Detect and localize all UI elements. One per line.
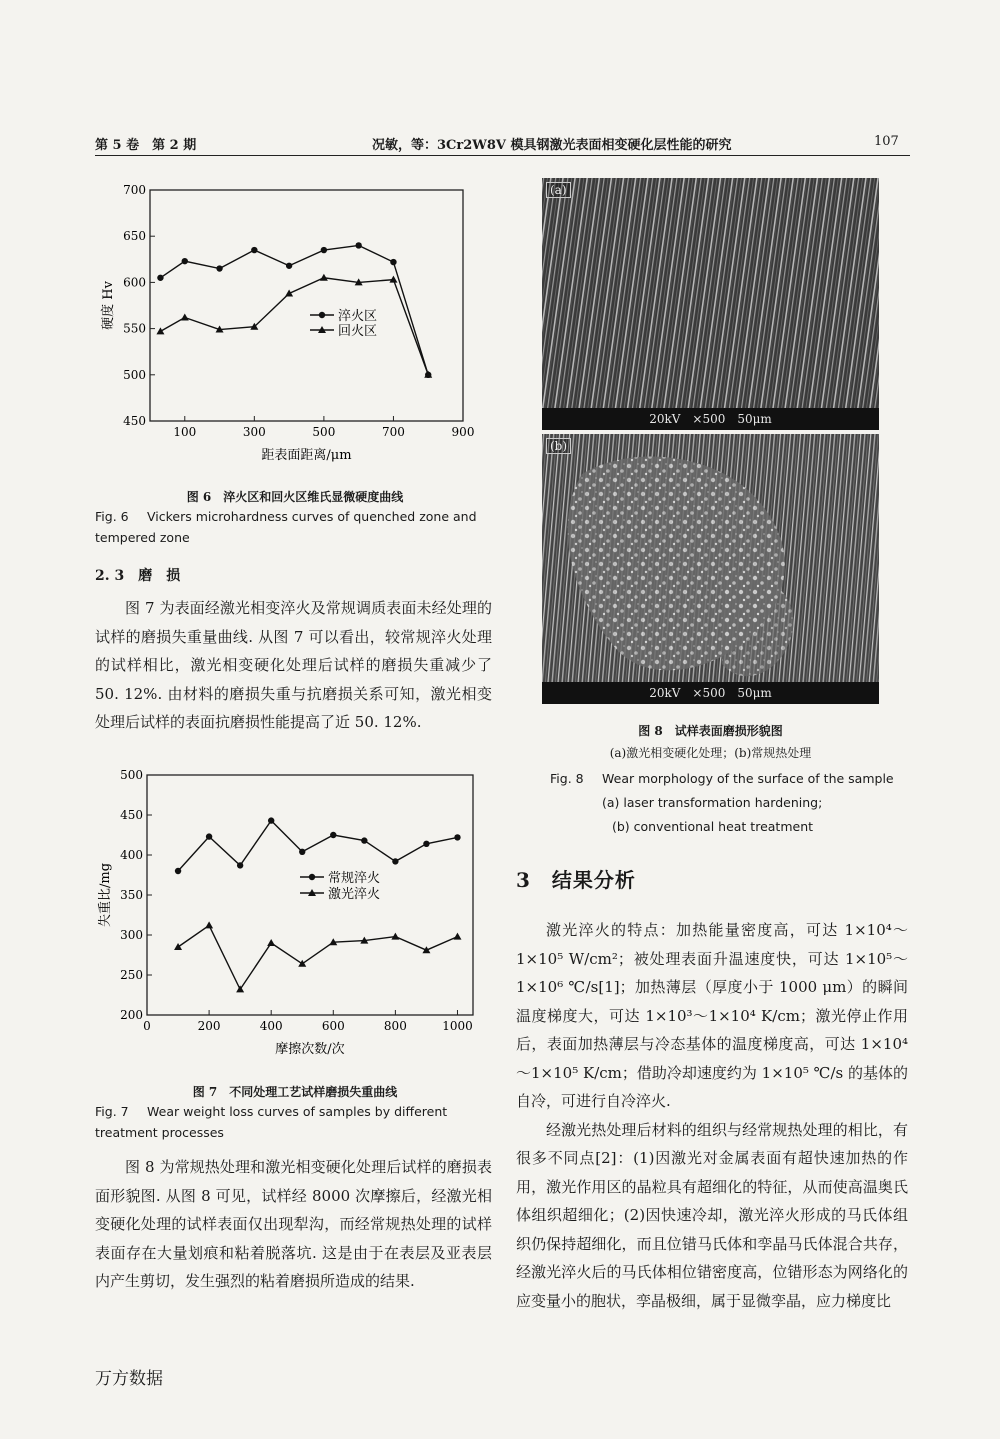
fig8-caption-en-a: (a) laser transformation hardening; [602,795,823,810]
y-tick-label: 650 [123,229,146,244]
data-point [216,265,222,271]
legend-label: 回火区 [338,324,378,339]
y-tick-label: 600 [123,275,146,290]
y-tick-label: 450 [120,808,143,822]
fig6-caption-cn: 图 6 淬火区和回火区维氏显微硬度曲线 [186,490,404,504]
page-number: 107 [874,134,899,149]
section-2-3-heading: 2. 3 磨 损 [95,568,181,584]
data-point [182,258,188,264]
x-tick-label: 100 [173,425,197,439]
series-line-1 [178,925,457,989]
fig8-caption-cn: 图 8 试样表面磨损形貌图 [638,724,783,738]
fig7-chart [95,765,495,1070]
x-tick-label: 800 [383,1019,407,1033]
fig8-panel-a [542,178,879,430]
x-tick-label: 0 [143,1019,151,1033]
y-tick-label: 450 [123,414,146,428]
fig6-label: Fig. 6 [95,509,129,524]
y-axis-label: 失重比/mg [98,862,113,928]
section-2-3-para1 [95,594,492,737]
data-point [267,939,275,946]
data-point [205,921,213,928]
data-point [175,868,181,874]
x-axis-label: 摩擦次数/次 [275,1042,345,1057]
fig8-label: Fig. 8 [550,771,584,786]
micrograph-b-texture [542,434,879,704]
fig8-panel-b-label: (b) [546,438,571,454]
fig8-caption-en-b: (b) conventional heat treatment [612,819,814,834]
fig8-caption-cn-sub: (a)激光相变硬化处理；(b)常规热处理 [609,746,812,760]
series-line-1 [160,278,428,375]
y-tick-label: 250 [120,968,143,982]
data-point [361,837,367,843]
fig8-panel-b [542,434,879,704]
data-point [286,263,292,269]
running-header-title: 况敏，等：3Cr2W8V 模具钢激光表面相变硬化层性能的研究 [372,138,732,153]
legend-label: 常规淬火 [328,871,381,886]
data-point [423,841,429,847]
x-tick-label: 600 [321,1019,345,1033]
x-tick-label: 500 [312,425,336,439]
fig6-caption-en-text: Vickers microhardness curves of quenched zone and tempered zone [95,509,477,545]
para-text: 图 8 为常规热处理和激光相变硬化处理后试样的磨损表面形貌图. 从图 8 可见，试样经 8000 次摩擦后，经激光相变硬化处理的试样表面仅出现犁沟，而经常规热处理的试样表面存在大量划痕和粘着脱落坑. 这是由于在表层及亚表层内产生剪切，发生强烈的粘着磨损所造成的结果. [95,1158,492,1290]
header-rule [95,155,910,156]
data-point [174,943,182,950]
para-text: 图 7 为表面经激光相变淬火及常规调质表面未经处理的试样的磨损失重量曲线. 从图 7 可以看出，较常规淬火处理的试样相比，激光相变硬化处理后试样的磨损失重减少了 50. 12%. 由材料的磨损失重与抗磨损关系可知，激光相变处理后试样的表面抗磨损性能提高了近 50. 12%. [95,599,492,731]
data-point [391,933,399,940]
y-tick-label: 400 [120,848,143,862]
section-2-3-para2 [95,1153,492,1296]
data-point [330,832,336,838]
data-point [389,276,397,283]
para-text: 经激光热处理后材料的组织与经常规热处理的相比，有很多不同点[2]：(1)因激光对金属表面有超快速加热的作用，激光作用区的晶粒具有超细化的特征，从而使高温奥氏体组织超细化；(2)因快速冷却，激光淬火形成的马氏体组织仍保持超细化，而且位错马氏体和孪晶马氏体混合共存，经激光淬火后的马氏体相位错密度高，位错形态为网络化的应变量小的胞状，孪晶极细，属于显微孪晶，应力梯度比 [516,1120,908,1310]
data-point [355,242,361,248]
x-tick-label: 200 [197,1019,221,1033]
legend-marker [309,874,315,880]
fig7-label: Fig. 7 [95,1104,129,1119]
fig8-panel-a-label: (a) [546,182,571,198]
data-point [251,247,257,253]
plot-frame [150,190,463,421]
running-header-issue: 第 5 卷 第 2 期 [95,138,197,153]
legend-label: 激光淬火 [328,887,381,902]
y-tick-label: 550 [123,321,146,336]
y-tick-label: 700 [123,183,146,197]
x-axis-label: 距表面距离/μm [261,448,352,463]
fig7-caption-en [95,1101,495,1143]
legend-marker [319,312,325,318]
legend-label: 淬火区 [338,309,378,324]
micrograph-a-texture [542,178,879,430]
fig8-caption-en [550,768,910,789]
y-tick-label: 500 [120,768,143,782]
series-line-0 [178,821,457,871]
y-tick-label: 300 [120,928,143,942]
fig8-caption-en-text: Wear morphology of the surface of the sample [602,771,894,786]
data-point [299,849,305,855]
para-text: 激光淬火的特点：加热能量密度高，可达 1×10⁴～1×10⁵ W/cm²；被处理表面升温速度快，可达 1×10⁵～1×10⁶ ℃/s[1]；加热薄层（厚度小于 1000 μm）的瞬间温度梯度大，可达 1×10³～1×10⁴ K/cm；激光停止作用后，表面加热薄层与冷态基体的温度梯度高，可达 1×10⁴～1×10⁵ K/cm；借助冷却速度约为 1×10⁵ ℃/s 的基体的自冷，可进行自冷淬火. [516,921,908,1110]
x-tick-label: 700 [381,425,405,439]
fig7-caption-en-text: Wear weight loss curves of samples by different treatment processes [95,1104,448,1140]
data-point [321,247,327,253]
section-3-body [516,916,908,1315]
data-point [320,274,328,281]
x-tick-label: 400 [259,1019,283,1033]
y-tick-label: 350 [120,888,143,902]
data-point [157,275,163,281]
fig8-panel-b-scalebar: 20kV ×500 50μm [542,682,879,704]
section-3-heading: 3 结果分析 [516,868,636,892]
y-tick-label: 500 [123,367,146,382]
data-point [268,817,274,823]
fig8-panel-a-scalebar: 20kV ×500 50μm [542,408,879,430]
data-point [298,960,306,967]
x-tick-label: 1000 [442,1019,473,1033]
data-point [454,834,460,840]
x-tick-label: 300 [242,425,266,439]
data-point [390,259,396,265]
x-tick-label: 900 [451,425,475,439]
fig6-caption-en [95,506,495,548]
data-point [206,833,212,839]
fig7-caption-cn: 图 7 不同处理工艺试样磨损失重曲线 [192,1085,398,1099]
y-axis-label: 硬度 Hv [101,281,116,330]
data-point [156,327,164,334]
y-tick-label: 200 [120,1008,143,1022]
data-point [181,314,189,321]
series-line-0 [160,245,428,374]
fig6-chart [95,178,495,473]
data-point [392,858,398,864]
data-point [237,862,243,868]
data-point [453,933,461,940]
footer-watermark: 万方数据 [95,1369,163,1389]
